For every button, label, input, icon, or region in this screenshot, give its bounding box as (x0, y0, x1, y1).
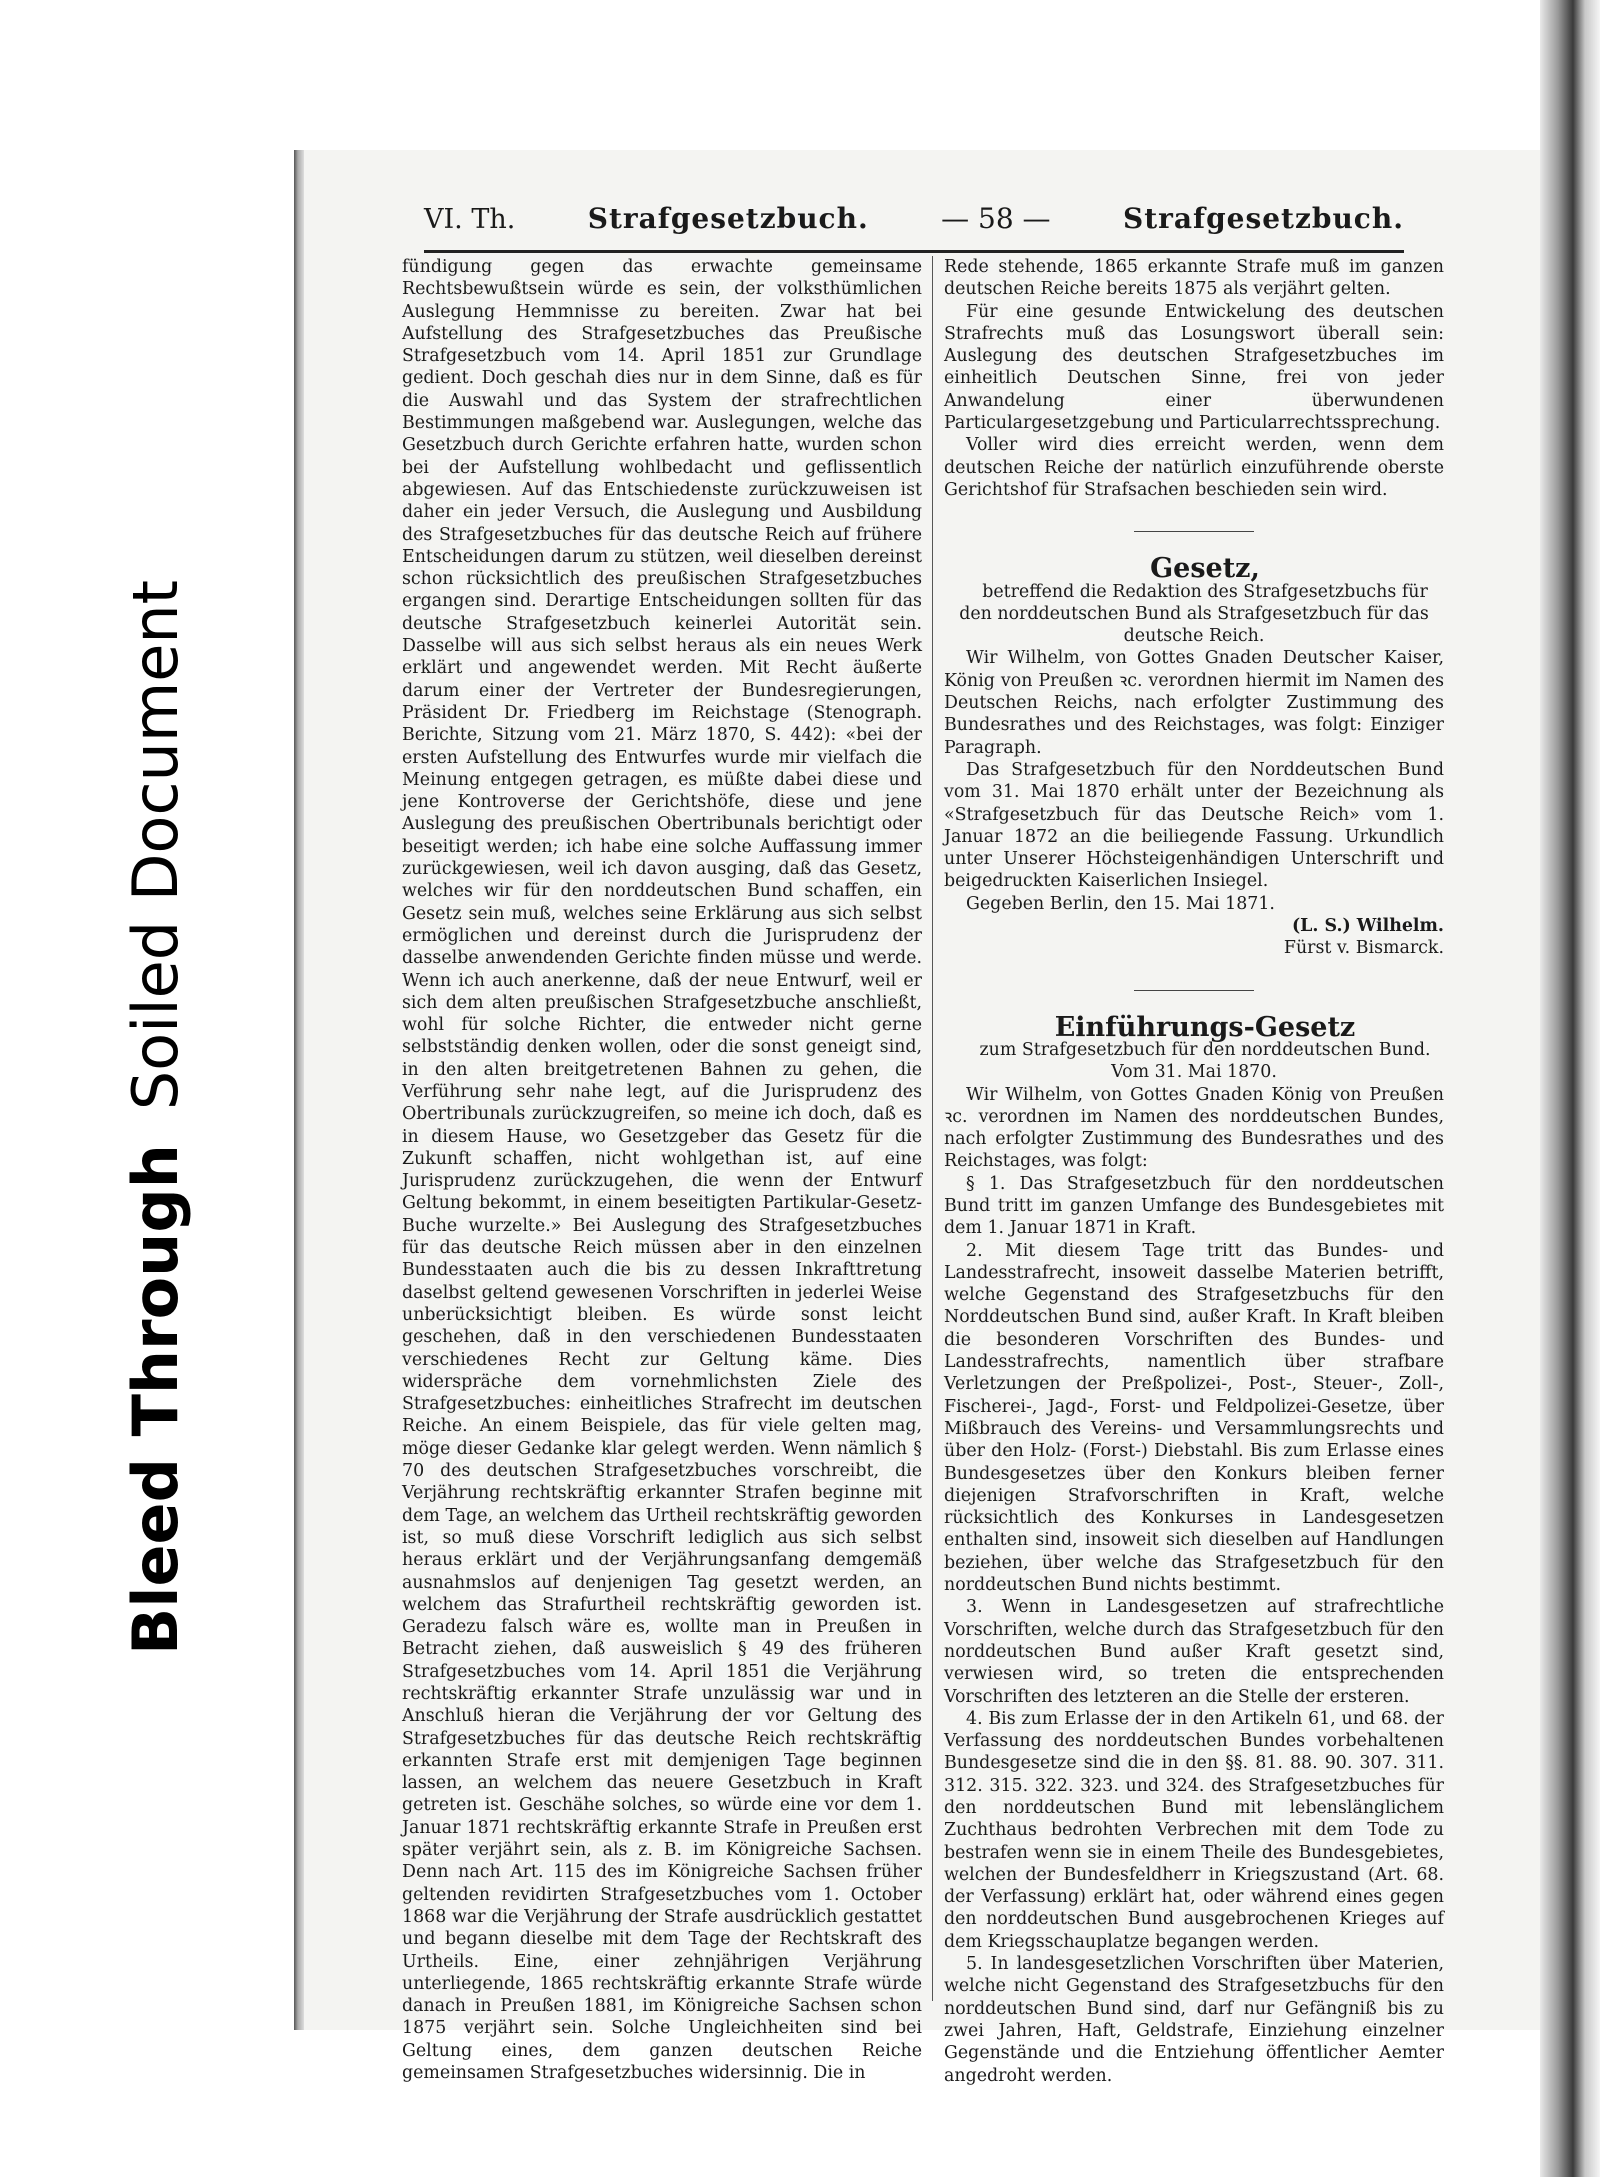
law-subtitle: betreffend die Redaktion des Strafgesetzbuchs für den norddeutschen Bund als Strafgesetzbuch für das deutsche Reich. (959, 581, 1429, 647)
bleed-through-label: Bleed Through (118, 1144, 192, 1655)
law-title: Gesetz, (1150, 553, 1260, 585)
left-paragraph: fündigung gegen das erwachte gemeinsame Rechtsbewußtsein würde es sein, der volksthümlichen Auslegung Hemmnisse zu bereiten. Zwar hat bei Aufstellung des Strafgesetzbuches das Preußische Strafgesetzbuch vom 14. April 1851 zur Grundlage gedient. Doch geschah dies nur in dem Sinne, daß es für die Auswahl und das System der strafrechtlichen Bestimmungen maßgebend war. Auslegungen, welche das Gesetzbuch durch Gerichte erfahren hatte, wurden schon bei der Aufstellung wohlbedacht und geflissentlich abgewiesen. Auf das Entschiedenste zurückzuweisen ist daher ein jeder Versuch, die Auslegung und Ausbildung des Strafgesetzbuches für das deutsche Reich auf frühere Entscheidungen darum zu stützen, weil dieselben dereinst schon rücksichtlich des preußischen Strafgesetzbuches ergangen sind. Derartige Entscheidungen sollten für das deutsche Strafgesetzbuch keinerlei Autorität sein. Dasselbe will aus sich selbst heraus als ein neues Werk erklärt und angewendet werden. Mit Recht äußerte darum einer der Vertreter der Bundesregierungen, Präsident Dr. Friedberg im Reichstage (Stenograph. Berichte, Sitzung vom 21. März 1870, S. 442): «bei der ersten Aufstellung des Entwurfes wurde mir vielfach die Meinung entgegen getragen, es müßte dabei diese und jene Kontroverse der Gerichtshöfe, diese und jene Auslegung des preußischen Obertribunals berichtigt oder beseitigt werden; ich habe eine solche Auffassung immer zurückgewiesen, weil ich davon ausging, daß das Gesetz, welches wir für den norddeutschen Bund schaffen, ein Gesetz sein muß, welches seine Erklärung aus sich selbst ermöglichen und dereinst durch die Jurisprudenz der dasselbe anwendenden Gerichte finden müsse und werde. Wenn ich auch anerkenne, daß der neue Entwurf, weil er sich dem alten preußischen Strafgesetzbuche anschließt, wohl für solche Richter, die entweder nicht gerne selbstständig denken wollen, oder die sonst geneigt sind, in den alten breitgetretenen Bahnen zu gehen, die Verführung sehr nahe legt, auf die Jurisprudenz des Obertribunals zurückzugreifen, so meine ich doch, daß es in diesem Hause, wo Gesetzgeber das Gesetz für die Zukunft schaffen, nicht wohlgethan ist, auf eine Jurisprudenz zurückzugehen, die wenn der Entwurf Geltung bekommt, in einem beseitigten Partikular-Gesetz-Buche wurzelte.» Bei Auslegung des Strafgesetzbuches für das deutsche Reich müssen aber in den einzelnen Bundesstaaten auch die bis zu dessen Inkrafttretung daselbst geltend gewesenen Vorschriften in jederlei Weise unberücksichtigt bleiben. Es würde sonst leicht geschehen, daß in den verschiedenen Bundesstaaten verschiedenes Recht zur Geltung käme. Dies widerspräche dem vornehmlichsten Ziele des Strafgesetzbuches: einheitliches Strafrecht im deutschen Reiche. An einem Beispiele, das für viele gelten mag, möge dieser Gedanke klar gelegt werden. Wenn nämlich § 70 des deutschen Strafgesetzbuches vorschreibt, die Verjährung rechtskräftig erkannter Strafen beginne mit dem Tage, an welchem das Urtheil rechtskräftig geworden ist, so muß diese Vorschrift lediglich aus sich selbst heraus erklärt und der Verjährungsanfang demgemäß ausnahmslos auf denjenigen Tag gesetzt werden, an welchem das Strafurtheil rechtskräftig geworden ist. Geradezu falsch wäre es, wollte man in Preußen in Betracht ziehen, daß ausweislich § 49 des früheren Strafgesetzbuches vom 14. April 1851 die Verjährung rechtskräftig erkannter Strafe unzulässig war und in Anschluß hieran die Verjährung der vor Geltung des Strafgesetzbuches für das deutsche Reich rechtskräftig erkannten Strafe erst mit demjenigen Tage beginnen lassen, an welchem das neuere Gesetzbuch in Kraft getreten ist. Geschähe solches, so würde eine vor dem 1. Januar 1871 rechtskräftig erkannte Strafe in Preußen erst später verjährt sein, als z. B. im Königreiche Sachsen. Denn nach Art. 115 des im Königreiche Sachsen früher geltenden revidirten Strafgesetzbuches vom 1. October 1868 war die Verjährung der Strafe ausdrücklich gestattet und begann dieselbe mit dem Tage der Rechtskraft des Urtheils. Eine, einer zehnjährigen Verjährung unterliegende, 1865 rechtskräftig erkannte Strafe würde danach in Preußen 1881, im Königreiche Sachsen schon 1875 verjährt sein. Solche Ungleichheiten sind bei Geltung eines, dem ganzen deutschen Reiche gemeinsamen Strafgesetzbuches widersinnig. Die in (402, 257, 922, 2084)
intro-law-section: 3. Wenn in Landesgesetzen auf strafrechtliche Vorschriften, welche durch das Strafgesetzbuch für den norddeutschen Bund außer Kraft gesetzt sind, verwiesen wird, so treten die entsprechenden Vorschriften des letzteren an die Stelle der ersteren. (944, 1597, 1444, 1707)
header-right-title: Strafgesetzbuch. (1122, 202, 1404, 235)
document-page (304, 150, 1540, 2086)
running-header (424, 202, 1404, 253)
intro-law-section: 4. Bis zum Erlasse der in den Artikeln 61, und 68. der Verfassung des norddeutschen Bundes vorbehaltenen Bundesgesetze sind die in den §§. 81. 88. 90. 307. 311. 312. 315. 322. 323. und 324. des Strafgesetzbuches für den norddeutschen Bund mit lebenslänglichem Zuchthaus bedrohten Verbrechen mit dem Tode zu bestrafen wenn sie in einem Theile des Bundesgebietes, welchen der Bundesfeldherr in Kriegszustand (Art. 68. der Verfassung) erklärt hat, oder während eines gegen den norddeutschen Bund ausgebrochenen Krieges auf dem Kriegsschauplatze begangen werden. (944, 1708, 1444, 1952)
law-paragraph: Wir Wilhelm, von Gottes Gnaden Deutscher Kaiser, König von Preußen ꝛc. verordnen hiermit im Namen des Deutschen Reichs, nach erfolgter Zustimmung des Bundesrathes und des Reichstages, was folgt: Einziger Paragraph. (944, 648, 1444, 758)
right-column (944, 256, 1444, 2086)
intro-law-section: § 1. Das Strafgesetzbuch für den norddeutschen Bund tritt im ganzen Umfange des Bundesgebietes mit dem 1. Januar 1871 in Kraft. (944, 1173, 1444, 1239)
law-paragraph: Das Strafgesetzbuch für den Norddeutschen Bund vom 31. Mai 1870 erhält unter der Bezeichnung als «Strafgesetzbuch für das Deutsche Reich» vom 1. Januar 1872 an die beiliegende Fassung. Urkundlich unter Unserer Höchsteigenhändigen Unterschrift und beigedruckten Kaiserlichen Insiegel. (944, 759, 1444, 892)
seal-signature: (L. S.) Wilhelm. (1291, 916, 1444, 937)
page-left-edge (294, 150, 304, 2030)
condition-stamp (50, 375, 260, 1655)
section-rule (1134, 990, 1254, 991)
intro-paragraph: Rede stehende, 1865 erkannte Strafe muß im ganzen deutschen Reiche bereits 1875 als verjährt gelten. (944, 257, 1444, 300)
intro-law-paragraph: Wir Wilhelm, von Gottes Gnaden König von Preußen ꝛc. verordnen im Namen des norddeutschen Bundes, nach erfolgter Zustimmung des Bundesrathes und des Reichstages, was folgt: (944, 1084, 1444, 1172)
intro-law-title: Einführungs-Gesetz (1054, 1011, 1356, 1043)
intro-law-section: 5. In landesgesetzlichen Vorschriften über Materien, welche nicht Gegenstand des Strafgesetzbuchs für den norddeutschen Bund sind, darf nur Gefängniß bis zu zwei Jahren, Haft, Geldstrafe, Einziehung einzelner Gegenstände und die Entziehung öffentlicher Aemter angedroht werden. (944, 1954, 1444, 2086)
part-label: VI. Th. (424, 204, 516, 235)
page-number: — 58 — (941, 202, 1051, 235)
intro-law-section: 2. Mit diesem Tage tritt das Bundes- und Landesstrafrecht, insoweit dasselbe Materien betrifft, welche Gegenstand des Strafgesetzbuchs für den Norddeutschen Bund sind, außer Kraft. In Kraft bleiben die besonderen Vorschriften des Bundes- und Landesstrafrechts, namentlich über strafbare Verletzungen der Preßpolizei-, Post-, Steuer-, Zoll-, Fischerei-, Jagd-, Forst- und Feldpolizei-Gesetze, über Mißbrauch des Vereins- und Versammlungsrechts und über den Holz- (Forst-) Diebstahl. Bis zum Erlasse eines Bundesgesetzes über den Konkurs bleiben ferner diejenigen Strafvorschriften in Kraft, welche rücksichtlich des Konkurses in Landesgesetzen enthalten sind, insoweit sich dieselben auf Handlungen beziehen, über welche das Strafgesetzbuch für den norddeutschen Bund nichts bestimmt. (944, 1240, 1444, 1596)
countersignature: Fürst v. Bismarck. (1283, 938, 1444, 959)
left-column (402, 256, 922, 2084)
intro-law-subtitle: zum Strafgesetzbuch für den norddeutschen Bund. Vom 31. Mai 1870. (979, 1039, 1431, 1083)
book-gutter (1540, 0, 1600, 2177)
header-left-title: Strafgesetzbuch. (587, 202, 869, 235)
soiled-document-label: Soiled Document (118, 580, 192, 1111)
intro-paragraph: Für eine gesunde Entwickelung des deutschen Strafrechts muß das Losungswort überall sein: Auslegung des deutschen Strafgesetzbuches im einheitlich Deutschen Sinne, frei von jeder Anwandelung einer überwundenen Particulargesetzgebung und Particularrechtssprechung. (944, 301, 1444, 434)
intro-paragraph: Voller wird dies erreicht werden, wenn dem deutschen Reiche der natürlich einzuführende oberste Gerichtshof für Strafsachen beschieden sein wird. (944, 435, 1444, 500)
column-divider (932, 256, 933, 2001)
given-date: Gegeben Berlin, den 15. Mai 1871. (966, 893, 1275, 914)
section-rule (1134, 531, 1254, 532)
